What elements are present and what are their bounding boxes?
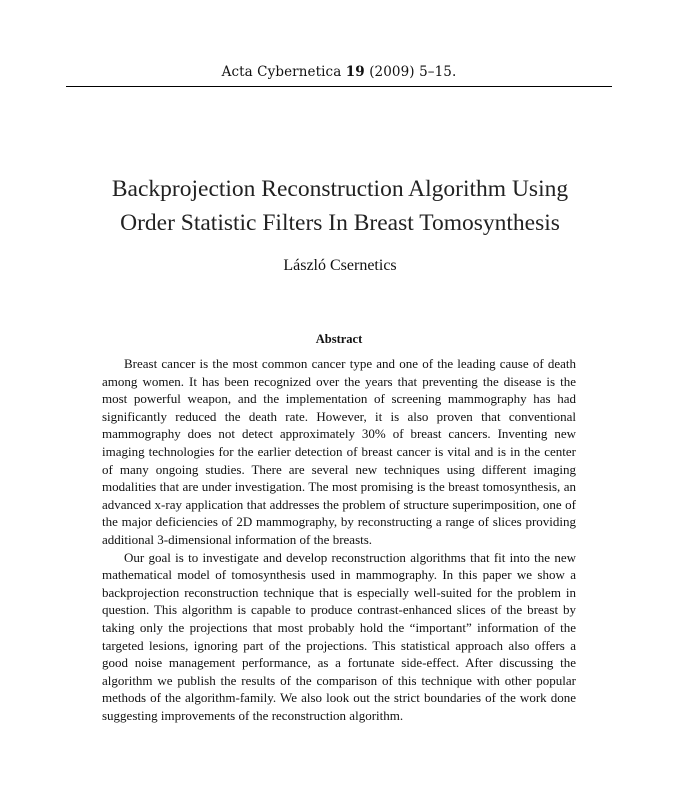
title-line-1: Backprojection Reconstruction Algorithm Using xyxy=(111,176,569,202)
title-line-2: Order Statistic Filters In Breast Tomosynthesis xyxy=(120,210,560,236)
abstract-paragraph-1: Breast cancer is the most common cancer type and one of the leading cause of death among women. It has been recognized over the years that preventing the disease is the most powerful weapon, and the implementation of screening mammography has had significantly reduced the death rate. However, it is also proven that conventional mammography does not detect approximately 30% of breast cancers. Inventing new imaging technologies for the earlier detection of breast cancer is vital and is in the center of many ongoing studies. There are several new techniques using different imaging modalities that are under investigation. The most promising is the breast tomosynthesis, an advanced x-ray application that addresses the problem of structure superimposition, one of the major deficiencies of 2D mammography, by reconstructing a range of slices providing additional 3-dimensional information of the breasts. xyxy=(102,356,576,547)
journal-header xyxy=(66,64,612,80)
journal-volume: 19 xyxy=(345,64,365,80)
header-rule xyxy=(66,86,612,87)
abstract-body xyxy=(102,355,576,724)
abstract-heading: Abstract xyxy=(315,332,363,346)
journal-year-pages: (2009) 5–15. xyxy=(369,64,457,80)
abstract-paragraph-2: Our goal is to investigate and develop reconstruction algorithms that fit into the new mathematical model of tomosynthesis used in mammography. In this paper we show a backprojection reconstruction technique that is especially well-suited for the problem in question. This algorithm is capable to produce contrast-enhanced slices of the breast by taking only the projections that most probably hold the “important” information of the targeted lesions, ignoring part of the projections. This statistical approach also offers a good noise management performance, as a fortunate side-effect. After discussing the algorithm we publish the results of the comparison of this technique with other popular methods of the algorithm-family. We also look out the strict boundaries of the work done suggesting improvements of the reconstruction algorithm. xyxy=(102,549,576,723)
paper-title xyxy=(40,172,640,240)
author-name: László Csernetics xyxy=(283,257,397,274)
journal-name: Acta Cybernetica xyxy=(221,64,342,80)
